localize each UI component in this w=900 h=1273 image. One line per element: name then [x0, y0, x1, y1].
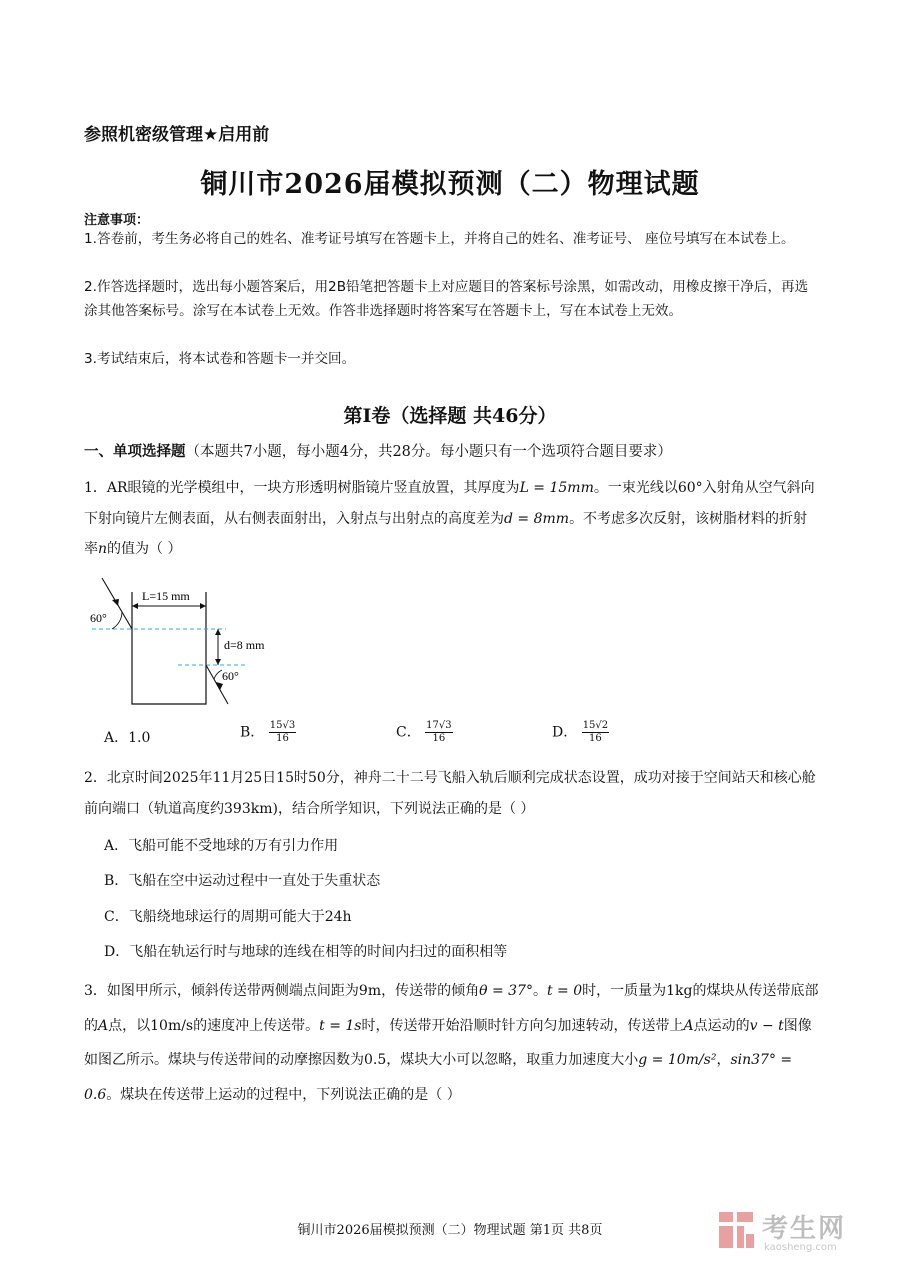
- q1-thickness-expr: L = 15mm: [519, 480, 594, 496]
- q3-text: 点，以10m/s的速度冲上传送带。: [108, 1017, 320, 1034]
- thickness-label: L=15 mm: [142, 589, 190, 603]
- q3-text: 图像如图乙所示。煤块与传送带间的动摩擦因数为0.5，煤块大小可以忽略，取重力加速度大小: [84, 1017, 812, 1068]
- q3-time-expr: t = 0: [546, 983, 583, 999]
- arrow-up-icon: [215, 629, 221, 635]
- option-fraction: [425, 720, 452, 745]
- option-letter: A．: [104, 730, 129, 746]
- section-title: 第Ⅰ卷（选择题 共46分）: [343, 405, 557, 427]
- q1-text: 。一束光线以60°入射角从空气斜向下射向镜片左侧表面，从右侧表面射出，入射点与出射点的高度差为: [84, 480, 815, 527]
- q3-text: 点运动的: [693, 1017, 750, 1034]
- q2-option-d: D．飞船在轨运行时与地球的连线在相等的时间内扫过的面积相等: [104, 944, 508, 960]
- fraction-denominator: 16: [276, 733, 289, 744]
- fraction-numerator: 15√3: [269, 720, 296, 731]
- height-label: d=8 mm: [224, 638, 265, 652]
- incident-ray-arrow-icon: [112, 599, 119, 606]
- q3-gravity-expr: g = 10m/s²: [638, 1052, 717, 1068]
- incident-angle-label: 60°: [90, 611, 107, 625]
- arrow-right-icon: [200, 603, 206, 609]
- q2-option-a: A．飞船可能不受地球的万有引力作用: [104, 838, 339, 854]
- option-value: 1.0: [128, 730, 151, 746]
- q1-option-b: [240, 720, 296, 745]
- q3-text: 时，一质量为1kg的煤块从传送带底部的: [84, 983, 819, 1034]
- q1-option-a: [104, 727, 150, 747]
- confidentiality-label: 参照机密级管理★启用前: [84, 125, 270, 145]
- option-letter: D．: [552, 724, 578, 741]
- option-fraction: [269, 720, 296, 745]
- exit-angle-arc: [214, 670, 222, 679]
- fraction-denominator: 16: [432, 733, 446, 744]
- q1-height-expr: d = 8mm: [504, 510, 570, 527]
- exit-ray-arrow-icon: [216, 682, 223, 690]
- q1-n-symbol: n: [98, 541, 108, 557]
- fraction-denominator: 16: [589, 733, 602, 744]
- notice-item-3: 3.考试结束后，将本试卷和答题卡一并交回。: [84, 351, 356, 367]
- watermark-cn: 考生网: [762, 1214, 847, 1244]
- exam-title: 铜川市2026届模拟预测（二）物理试题: [200, 169, 700, 200]
- q1-text: 的值为（ ）: [107, 541, 182, 557]
- part-description: （本题共7小题，每小题4分，共28分。每小题只有一个选项符合题目要求）: [185, 444, 672, 460]
- q1-option-c: [396, 720, 453, 745]
- notice-heading: 注意事项：: [84, 213, 150, 228]
- q3-angle-expr: θ = 37°: [479, 983, 533, 999]
- question-2-stem: 2．北京时间2025年11月25日15时50分，神舟二十二号飞船入轨后顺利完成状态设置，成功对接于空间站天和核心舱前向端口（轨道高度约393km)，结合所学知识，下列说法正确的是（ ）: [84, 770, 816, 817]
- fraction-numerator: 15√2: [582, 720, 609, 731]
- q3-point-a: A: [98, 1017, 109, 1034]
- q3-time-expr: t = 1s: [319, 1017, 362, 1034]
- incident-angle-arc: [112, 612, 122, 629]
- q3-text: 时，传送带开始沿顺时针方向匀加速转动，传送带上: [361, 1017, 684, 1034]
- page-footer: 铜川市2026届模拟预测（二）物理试题 第1页 共8页: [297, 1223, 603, 1238]
- q1-option-d: [552, 720, 609, 745]
- q1-text: 。不考虑多次反射，该树脂材料的折射率: [84, 510, 808, 557]
- arrow-down-icon: [215, 659, 221, 665]
- q1-lens-figure: [88, 572, 288, 712]
- notice-item-1: 1.答卷前，考生务必将自己的姓名、准考证号填写在答题卡上，并将自己的姓名、准考证号、 座位号填写在本试卷上。: [84, 231, 795, 247]
- watermark-logo: [717, 1206, 882, 1258]
- fraction-numerator: 17√3: [426, 720, 452, 731]
- option-letter: B．: [240, 724, 265, 741]
- q3-sine-expr: sin37° = 0.6: [84, 1052, 793, 1103]
- exit-angle-label: 60°: [222, 669, 239, 683]
- lens-block: [132, 592, 206, 704]
- part-title: 一、单项选择题: [84, 444, 186, 460]
- q3-point-a: A: [683, 1017, 694, 1034]
- q2-option-b: B．飞船在空中运动过程中一直处于失重状态: [104, 873, 381, 889]
- q2-option-c: C．飞船绕地球运行的周期可能大于24h: [104, 909, 352, 925]
- q3-text: 。: [532, 983, 547, 999]
- q3-text: ，: [716, 1052, 731, 1068]
- q3-text: 3．如图甲所示，倾斜传送带两侧端点间距为9m，传送带的倾角: [84, 983, 480, 999]
- q3-text: 。煤块在传送带上运动的过程中，下列说法正确的是（ ）: [106, 1086, 461, 1103]
- arrow-left-icon: [132, 603, 138, 609]
- option-fraction: [582, 720, 609, 745]
- notice-item-2: 2.作答选择题时，选出每小题答案后，用2B铅笔把答题卡上对应题目的答案标号涂黑，如需改动，用橡皮擦干净后，再选涂其他答案标号。涂写在本试卷上无效。作答非选择题时将答案写在答题卡上，写在本试卷上无效。: [84, 279, 809, 319]
- watermark-en: kaosheng.com: [764, 1242, 837, 1253]
- kaosheng-logo-icon: [717, 1208, 757, 1252]
- question-1-stem: [84, 473, 819, 565]
- part-heading: [84, 440, 672, 461]
- q3-vt-expr: v − t: [749, 1017, 784, 1034]
- q1-text: 1．AR眼镜的光学模组中，一块方形透明树脂镜片竖直放置，其厚度为: [84, 480, 520, 496]
- option-letter: C．: [396, 724, 421, 741]
- question-3-stem: [84, 974, 819, 1112]
